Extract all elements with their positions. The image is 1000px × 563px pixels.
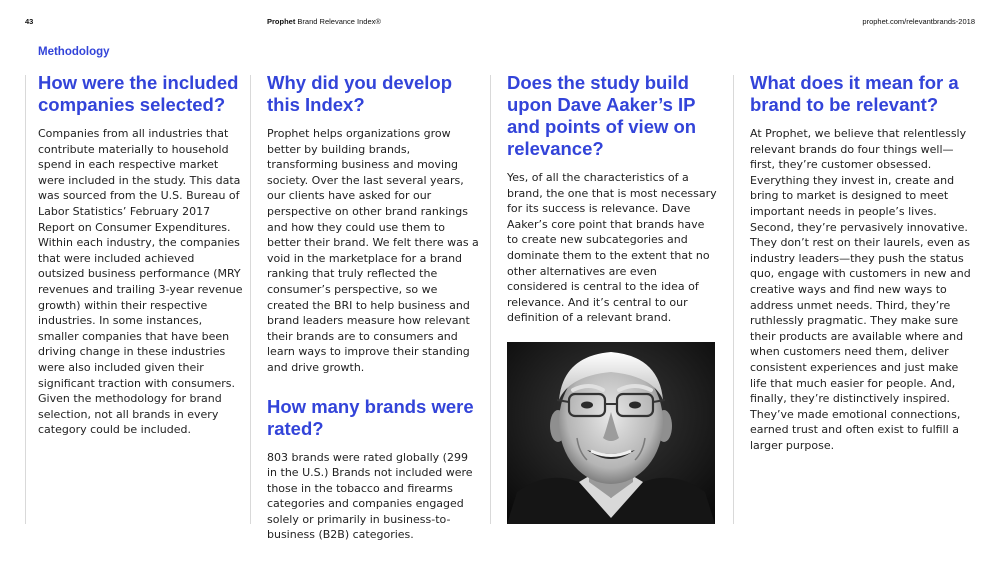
- answer-text: 803 brands were rated globally (299 in the U.S.) Brands not included were those in the tobacco and firearms categories and companies engaged solely or primarily in business-to-business (B2B) categories.: [267, 450, 473, 542]
- faq-column-why-index: [267, 72, 479, 543]
- column-divider: [733, 75, 734, 524]
- portrait-photo: [507, 342, 715, 524]
- report-url: prophet.com/relevantbrands-2018: [862, 17, 975, 26]
- answer-text: Yes, of all the characteristics of a brand, the one that is most necessary for its success is relevance. Dave Aaker’s core point that brands have to create new subcategories and dominate them to the extent that no other alternatives are even considered is central to the idea of relevance. And it’s central to our definition of a relevant brand.: [507, 171, 717, 325]
- question-heading: Does the study build upon Dave Aaker’s IP and points of view on relevance?: [507, 72, 697, 159]
- question-heading: How were the included companies selected?: [38, 72, 239, 115]
- page-number: 43: [25, 17, 34, 26]
- column-divider: [490, 75, 491, 524]
- portrait-illustration: [507, 342, 715, 524]
- faq-column-companies: [38, 72, 244, 438]
- answer-text: Prophet helps organizations grow better by building brands, transforming business and moving society. Over the last several years, our clients have asked for our perspective on other brand rankings and how they could use them to better their brand. We felt there was a void in the marketplace for a brand ranking that truly reflected the consumer’s perspective, so we created the BRI to help business and brand leaders measure how relevant their brands are to consumers and learn ways to improve their standing and drive growth.: [267, 127, 479, 374]
- column-divider: [25, 75, 26, 524]
- column-divider: [250, 75, 251, 524]
- answer-text: Companies from all industries that contribute materially to household spend in each respective market were included in the study. This data was sourced from the U.S. Bureau of Labor Statistics’ February 2017 Report on Consumer Expenditures. Within each industry, the companies that were included achieved outsized business performance (MRY revenues and trailing 3-year revenue growth) within their respective industries. In some instances, smaller companies that have been driving change in these industries were also included given their significant traction with consumers. Given the methodology for brand selection, not all brands in every category could be included.: [38, 127, 243, 437]
- report-title: [267, 17, 381, 26]
- brand-name: Prophet: [267, 17, 296, 26]
- section-label: Methodology: [38, 46, 110, 58]
- question-heading: How many brands were rated?: [267, 395, 474, 439]
- report-name: Brand Relevance Index®: [295, 17, 381, 26]
- faq-column-relevance: [750, 72, 978, 453]
- answer-text: At Prophet, we believe that relentlessly relevant brands do four things well—first, they’re customer obsessed. Everything they invest in, create and bring to market is designed to meet important needs in people’s lives. Second, they’re pervasively innovative. They don’t rest on their laurels, even as industry leaders—they push the status quo, engage with customers in new and creative ways and find new ways to address unmet needs. Third, they’re ruthlessly pragmatic. They make sure their products are available where and when customers need them, deliver consistent experiences and just make life that much easier for people. And, finally, they’re distinctively inspired. They’ve made emotional connections, earned trust and often exist to fulfill a larger purpose.: [750, 127, 971, 452]
- question-heading: What does it mean for a brand to be relevant?: [750, 72, 959, 115]
- question-heading: Why did you develop this Index?: [267, 72, 453, 115]
- faq-column-aaker: [507, 72, 717, 326]
